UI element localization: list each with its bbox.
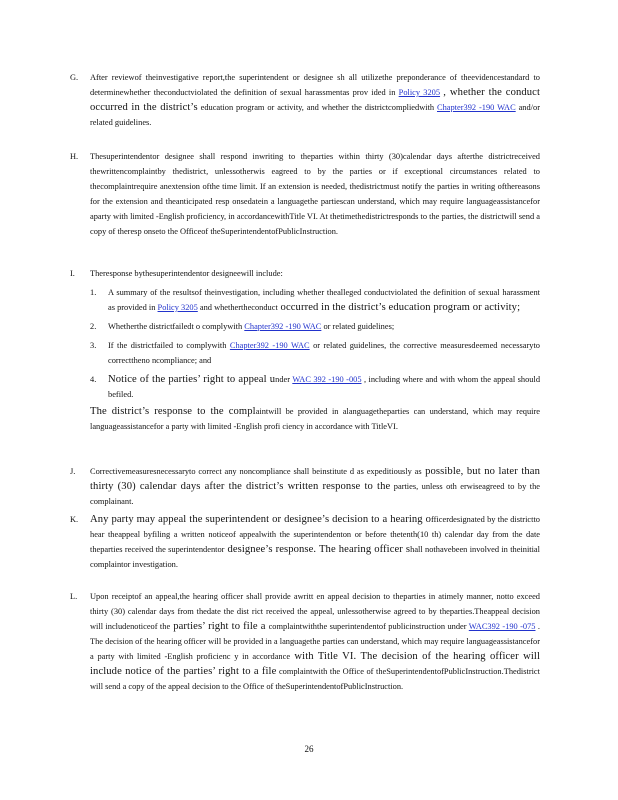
text: . The decision of the hearing officer will be provided in a languagethe parties can understand, which may require languageassistancefor a party with limited -English proficienc y in accordance [90,622,541,661]
section-body [90,512,540,572]
list-item [90,372,540,402]
section-body [90,464,540,509]
policy-link[interactable]: Policy 3205 [157,303,198,312]
text: Whetherthe districtfailedt o complywith [108,322,245,331]
item-number: 2. [90,322,97,331]
text: education program or activity, and whether the districtcompliedwith [197,103,437,112]
text: Upon receiptof an appeal,the hearing officer shall provide awritt en appeal decision to theparties in atimely manner, notto exceed thirty (30) calendar days from thedate the dist rict received the appeal, unlessotherwise agreed to by theparties.Theappeal decision will includenoticeof the [90,592,540,631]
wac-link[interactable]: WAC392 -190 -075 [468,622,536,631]
text: complaintwith the Office of theSuperintendentofPublicInstruction.Thedistrict will send a copy of the appeal decision to the Office of theSuperintendentofPublicInstruction. [90,667,540,691]
section-body: Thesuperintendentor designee shall respond inwriting to theparties within thirty (30)calendar days afterthe districtreceived thewrittencomplaintby thedistrict, unlessotherwis eagreed to by the parties or if exceptional circumstances related to thecomplaintrequire anextension ofthe time limit. If an extension is needed, thedistrictmust notify the parties in writing ofthereasons for the extension and theanticipated resp onsedatein a languagethe partiescan understand, which may require languageassistancefor aparty with limited -English proficiency, in accordancewithTitle VI. At thetimethedistrictresponds to the parties, the districtwill send a copy of theresp onseto the Officeof theSuperintendentofPublicInstruction. [90,152,540,236]
section-h [72,149,540,239]
text: If the districtfailed to complywith [108,341,230,350]
section-marker: L. [70,592,78,601]
text: and whethertheconduct [197,303,278,312]
text: Any party may appeal the superintendent or designee’s decision to a hearing o [90,514,432,525]
text: Correctivemeasuresnecessaryto correct any noncompliance shall beinstitute d as expeditiously as [90,467,422,476]
policy-link[interactable]: Policy 3205 [398,88,441,97]
list-item [90,285,540,315]
text: The district’s response to the compl [90,406,256,417]
section-marker: G. [70,73,79,82]
section-marker: K. [70,515,79,524]
text: A summary of the resultsof theinvestigation, including whether thealleged conductviolated the definition of sexual harassment as provided in [108,288,540,312]
section-body [90,70,540,130]
page-number: 26 [304,744,314,754]
section-g [72,70,540,130]
list-item [90,338,540,368]
section-l [72,589,540,694]
text: After reviewof theinvestigative report,the superintendent or designee sh all utilizethe preponderance of theevidencestandard to determinewhether theconductviolated the definition of sexual harassmentas prov ided in [90,73,540,97]
text: Notice of the parties’ right to appeal u [108,374,276,385]
text: occurred in the district’s education program or activity; [277,302,521,313]
item-number: 3. [90,341,97,350]
text: aintwill be provided in alanguagetheparties can understand, which may require languageassistancefor a party with limited -English profi ciency in accordance with TitleVI. [90,407,540,431]
text: a file [250,666,277,677]
section-i [72,266,540,434]
section-closing [90,404,540,434]
section-k [72,512,540,572]
text: designee’s response. The hearing officer s [224,544,411,555]
section-intro: Theresponse bythesuperintendentor designeewill include: [90,269,283,278]
text: fficerdesignated by the districtto hear theappeal byfiling a written noticeof appealwith the superintendenton or before thetenth(10 th) calendar day from the date theparties received the superintendentor [90,515,540,554]
text: possible, but no later than thirty (30) calendar days after the district’s written response to the [90,466,540,492]
text: complaintwiththe superintendentof publicinstruction under [268,622,469,631]
list-item [90,319,540,334]
text: , including where and with whom the appeal should befiled. [108,375,541,399]
wac-link[interactable]: Chapter392 -190 WAC [437,103,516,112]
section-marker: I. [70,269,75,278]
text: nder [275,375,293,384]
text: parties’ right to file a [170,621,269,632]
text: , whether the conduct occurred in the district’s [90,87,541,113]
text: and/or related guidelines. [90,103,540,127]
section-marker: H. [70,152,79,161]
wac-link[interactable]: Chapter392 -190 WAC [244,322,322,331]
section-marker: J. [70,467,76,476]
section-body [90,589,540,694]
item-number: 1. [90,288,97,297]
text: or related guidelines; [321,322,395,331]
section-j [72,464,540,509]
wac-link[interactable]: WAC 392 -190 -005 [292,375,362,384]
text: or related guidelines, the corrective measuresdeemed necessaryto correcttheno ncompliance; and [108,341,540,365]
text: parties, unless oth erwiseagreed to by the complainant. [90,482,541,506]
text: hall nothavebeen involved in theinitial complaintor investigation. [90,545,540,569]
item-number: 4. [90,375,97,384]
wac-link[interactable]: Chapter392 -190 WAC [229,341,310,350]
text: with Title VI. The decision of the hearing officer will include notice of the parties’ right to [90,651,540,677]
